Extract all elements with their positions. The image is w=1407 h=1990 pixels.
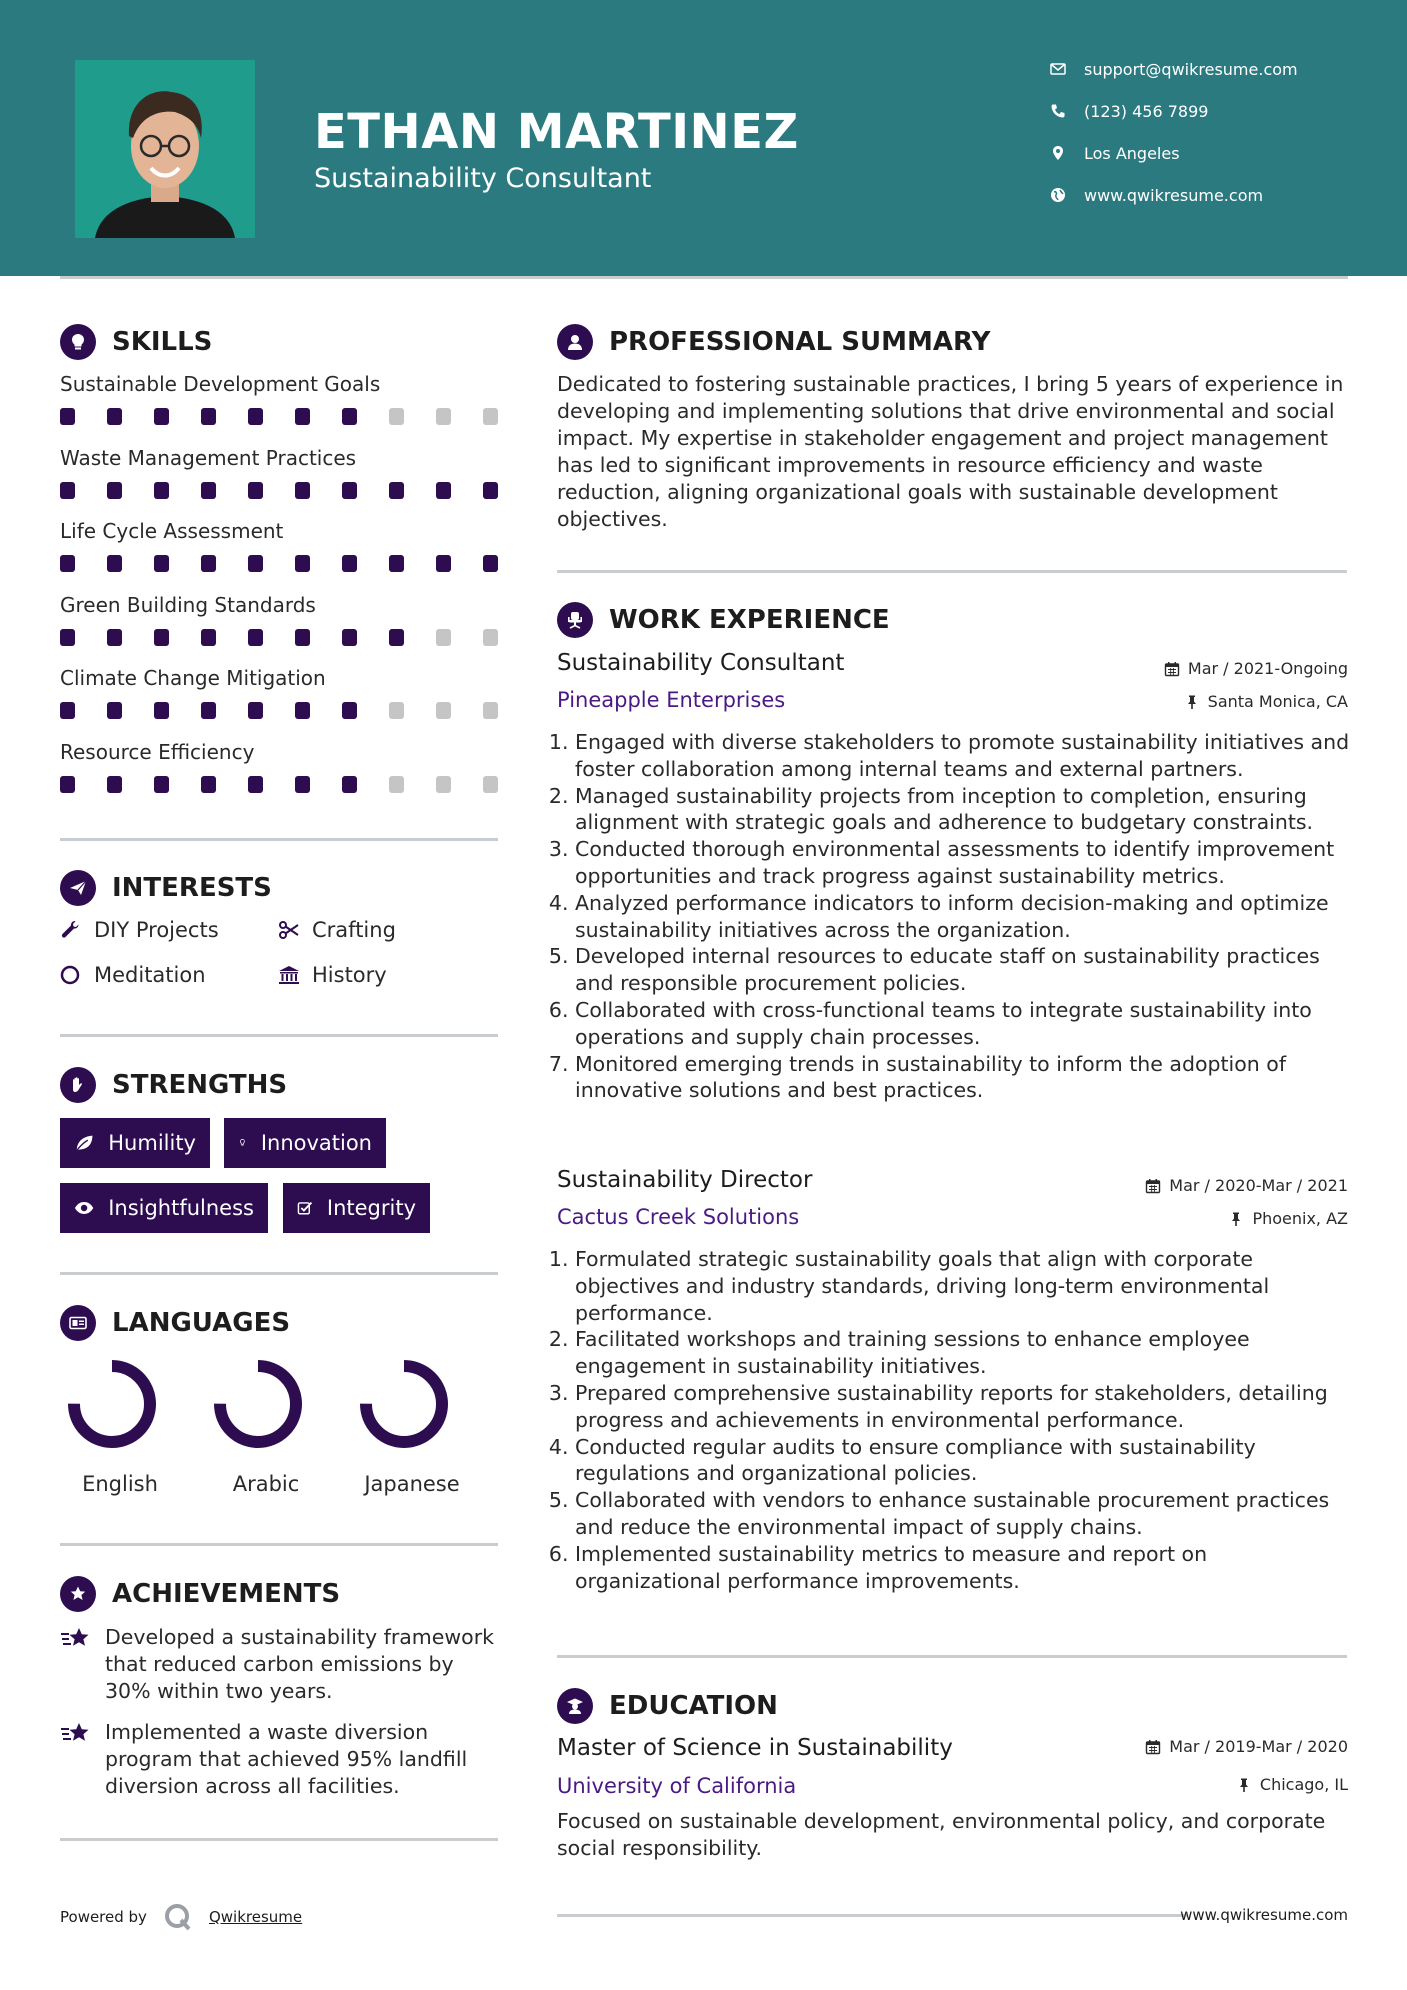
skill-dot-filled — [248, 555, 263, 572]
phone-icon — [1050, 103, 1084, 119]
pushpin-icon — [1228, 1211, 1244, 1227]
wrench-icon — [60, 919, 94, 941]
graduate-icon — [557, 1688, 593, 1724]
language-name: Arabic — [232, 1472, 300, 1496]
paper-plane-icon — [60, 870, 96, 906]
strength-tag: Insightfulness — [60, 1183, 268, 1233]
skill-dot-empty — [436, 702, 451, 719]
calendar-icon — [1164, 661, 1180, 677]
language-level-ring — [64, 1356, 160, 1452]
skill-dot-filled — [389, 555, 404, 572]
contact-website-text: www.qwikresume.com — [1084, 185, 1264, 205]
star-badge-icon — [60, 1576, 96, 1612]
skill-dot-filled — [60, 408, 75, 425]
id-card-icon — [60, 1305, 96, 1341]
job-bullet: 1. Formulated strategic sustainability goals that align with corporate objectives and industry standards, driving long-term environmental performance. — [575, 1246, 1357, 1326]
skill-dot-filled — [483, 482, 498, 499]
skill-dot-filled — [154, 776, 169, 793]
user-icon — [557, 324, 593, 360]
skill-dot-filled — [248, 702, 263, 719]
skill-dot-filled — [342, 702, 357, 719]
job-title: Sustainability Consultant — [557, 650, 845, 676]
education-dates: Mar / 2019-Mar / 2020 — [1145, 1737, 1348, 1756]
skill-rating — [60, 482, 500, 498]
skill-dot-empty — [483, 702, 498, 719]
interests-section-title: INTERESTS — [60, 870, 272, 906]
footer-divider — [557, 1914, 1187, 1917]
lightbulb-outline-icon — [238, 1132, 247, 1154]
skill-dot-filled — [107, 776, 122, 793]
skill-dot-filled — [154, 629, 169, 646]
job-bullet: 6. Collaborated with cross-functional teams to integrate sustainability into operations and supply chain processes. — [575, 997, 1357, 1051]
skill-dot-filled — [389, 629, 404, 646]
job-company: Pineapple Enterprises — [557, 688, 786, 712]
interest-item: DIY Projects — [60, 918, 219, 942]
skill-rating — [60, 408, 500, 424]
language-name: English — [82, 1472, 158, 1496]
strengths-divider — [60, 1272, 498, 1275]
education-section-title: EDUCATION — [557, 1688, 778, 1724]
achievements-section-title: ACHIEVEMENTS — [60, 1576, 340, 1612]
skill-dot-filled — [483, 555, 498, 572]
education-description: Focused on sustainable development, environmental policy, and corporate social responsibility. — [557, 1809, 1326, 1860]
skill-name: Waste Management Practices — [60, 445, 357, 470]
interests-divider — [60, 1034, 498, 1037]
education-location: Chicago, IL — [1236, 1775, 1348, 1794]
education-degree: Master of Science in Sustainability — [557, 1735, 953, 1761]
powered-by: Powered by Qwikresume — [60, 1902, 302, 1932]
skill-dot-filled — [107, 629, 122, 646]
checkbox-icon — [297, 1197, 313, 1219]
calendar-icon — [1145, 1178, 1161, 1194]
skill-dot-empty — [389, 702, 404, 719]
skill-name: Green Building Standards — [60, 592, 316, 617]
skill-dot-filled — [60, 482, 75, 499]
summary-text: Dedicated to fostering sustainable practices, I bring 5 years of experience in developing and implementing solutions that drive environmental and social impact. My expertise in stakeholder engagement and project management has led to significant improvements in resource efficiency and waste reduction, aligning organizational goals with sustainable development objectives. — [557, 372, 1344, 531]
skill-name: Climate Change Mitigation — [60, 666, 326, 690]
skill-dot-filled — [107, 702, 122, 719]
skill-dot-filled — [248, 482, 263, 499]
job-bullet: 4. Conducted regular audits to ensure compliance with sustainability regulations and organizational policies. — [575, 1434, 1357, 1488]
job-bullets — [557, 729, 1357, 1104]
achievements-divider — [60, 1838, 498, 1841]
experience-section-title: WORK EXPERIENCE — [557, 602, 890, 638]
shooting-star-icon — [60, 1719, 105, 1800]
interest-item: Meditation — [60, 963, 206, 987]
achievement-item: Developed a sustainability framework that reduced carbon emissions by 30% within two years. — [60, 1624, 500, 1705]
skill-dot-empty — [389, 776, 404, 793]
languages-divider — [60, 1543, 498, 1546]
job-bullet: 5. Collaborated with vendors to enhance sustainable procurement practices and reduce the environmental impact of supply chains. — [575, 1487, 1357, 1541]
job-dates: Mar / 2021-Ongoing — [1164, 659, 1348, 678]
skill-dot-filled — [342, 408, 357, 425]
job-bullets — [557, 1246, 1357, 1594]
globe-icon — [1050, 187, 1084, 203]
skill-dot-filled — [60, 555, 75, 572]
skill-rating — [60, 702, 500, 718]
job-bullet: 7. Monitored emerging trends in sustainability to inform the adoption of innovative solutions and best practices. — [575, 1051, 1357, 1105]
eye-icon — [74, 1197, 94, 1219]
skill-dot-filled — [295, 408, 310, 425]
job-bullet: 5. Developed internal resources to educate staff on sustainability practices and responsible procurement policies. — [575, 943, 1357, 997]
skill-dot-empty — [436, 776, 451, 793]
job-bullet: 3. Conducted thorough environmental assessments to identify improvement opportunities and track progress against sustainability metrics. — [575, 836, 1357, 890]
languages-section-title: LANGUAGES — [60, 1305, 290, 1341]
skill-dot-filled — [60, 629, 75, 646]
skills-divider — [60, 838, 498, 841]
strength-tag: Integrity — [283, 1183, 430, 1233]
skill-dot-filled — [201, 482, 216, 499]
skill-dot-filled — [107, 482, 122, 499]
pushpin-icon — [1184, 694, 1200, 710]
contact-phone[interactable] — [1050, 96, 1370, 126]
skill-dot-empty — [436, 408, 451, 425]
skill-rating — [60, 555, 500, 571]
skill-dot-filled — [436, 555, 451, 572]
contact-email-text: support@qwikresume.com — [1084, 59, 1298, 79]
scissors-icon — [278, 919, 312, 941]
achievement-item: Implemented a waste diversion program that achieved 95% landfill diversion across all facilities. — [60, 1719, 500, 1800]
skill-dot-filled — [154, 555, 169, 572]
job-bullet: 2. Managed sustainability projects from inception to completion, ensuring alignment with strategic goals and adherence to budgetary constraints. — [575, 783, 1357, 837]
language-level-ring — [210, 1356, 306, 1452]
language-level-ring — [356, 1356, 452, 1452]
header-divider — [60, 276, 1348, 279]
language-level-arc — [366, 1366, 442, 1442]
interest-item: Crafting — [278, 918, 396, 942]
summary-section-title: PROFESSIONAL SUMMARY — [557, 324, 990, 360]
skill-dot-filled — [342, 629, 357, 646]
skill-dot-empty — [436, 629, 451, 646]
skill-dot-filled — [295, 555, 310, 572]
skills-section-title: SKILLS — [60, 324, 212, 360]
skill-dot-filled — [389, 482, 404, 499]
job-bullet: 4. Analyzed performance indicators to inform decision-making and optimize sustainability initiatives across the organization. — [575, 890, 1357, 944]
pushpin-icon — [1236, 1777, 1252, 1793]
job-bullet: 6. Implemented sustainability metrics to measure and report on organizational performance improvements. — [575, 1541, 1357, 1595]
skill-dot-filled — [295, 629, 310, 646]
lightbulb-icon — [60, 324, 96, 360]
language-level-arc — [74, 1366, 150, 1442]
skill-dot-empty — [483, 629, 498, 646]
job-dates: Mar / 2020-Mar / 2021 — [1145, 1176, 1348, 1195]
footer-url[interactable]: www.qwikresume.com — [1180, 1906, 1348, 1924]
skill-name: Sustainable Development Goals — [60, 372, 381, 396]
skill-dot-filled — [201, 629, 216, 646]
language-level-arc — [220, 1366, 296, 1442]
contact-location-text: Los Angeles — [1084, 143, 1180, 163]
interest-item: History — [278, 963, 387, 987]
experience-divider — [557, 1655, 1347, 1658]
strength-tag: Humility — [60, 1118, 210, 1168]
skill-dot-filled — [201, 776, 216, 793]
contact-phone-text: (123) 456 7899 — [1084, 101, 1209, 121]
skill-rating — [60, 776, 500, 792]
skill-dot-filled — [154, 408, 169, 425]
job-location: Santa Monica, CA — [1184, 692, 1348, 711]
calendar-icon — [1145, 1739, 1161, 1755]
skill-dot-filled — [342, 776, 357, 793]
job-bullet: 3. Prepared comprehensive sustainability reports for stakeholders, detailing progress and achievements in environmental performance. — [575, 1380, 1357, 1434]
leaf-icon — [74, 1132, 94, 1154]
skill-dot-filled — [60, 702, 75, 719]
skill-dot-empty — [389, 408, 404, 425]
skill-dot-filled — [248, 776, 263, 793]
skill-dot-filled — [295, 776, 310, 793]
map-pin-icon — [1050, 145, 1084, 161]
summary-divider — [557, 570, 1347, 573]
skill-dot-filled — [342, 555, 357, 572]
office-chair-icon — [557, 602, 593, 638]
hand-icon — [60, 1067, 96, 1103]
skill-dot-filled — [154, 702, 169, 719]
resume-header — [0, 0, 1407, 276]
qwikresume-link[interactable]: Qwikresume — [208, 1908, 303, 1926]
job-company: Cactus Creek Solutions — [557, 1205, 800, 1229]
contact-website[interactable] — [1050, 180, 1370, 210]
skill-dot-filled — [201, 408, 216, 425]
skill-dot-empty — [483, 776, 498, 793]
job-bullet: 2. Facilitated workshops and training sessions to enhance employee engagement in sustainability initiatives. — [575, 1326, 1357, 1380]
skill-dot-filled — [107, 555, 122, 572]
shooting-star-icon — [60, 1624, 105, 1705]
skill-dot-filled — [201, 555, 216, 572]
contact-location — [1050, 138, 1370, 168]
skill-dot-filled — [295, 482, 310, 499]
candidate-role: Sustainability Consultant — [314, 163, 652, 194]
skill-name: Life Cycle Assessment — [60, 519, 284, 543]
skill-dot-filled — [201, 702, 216, 719]
job-location: Phoenix, AZ — [1228, 1209, 1348, 1228]
profile-photo — [75, 60, 255, 238]
skill-dot-filled — [107, 408, 122, 425]
contact-email[interactable] — [1050, 54, 1370, 84]
skill-dot-filled — [60, 776, 75, 793]
envelope-icon — [1050, 61, 1084, 77]
skill-dot-filled — [248, 629, 263, 646]
skill-dot-filled — [436, 482, 451, 499]
education-school: University of California — [557, 1774, 797, 1798]
institution-icon — [278, 964, 312, 986]
language-name: Japanese — [364, 1472, 460, 1496]
job-bullet: 1. Engaged with diverse stakeholders to promote sustainability initiatives and foster collaboration among internal teams and external partners. — [575, 729, 1357, 783]
strengths-section-title: STRENGTHS — [60, 1067, 287, 1103]
qwikresume-logo-icon — [163, 1902, 193, 1932]
skill-name: Resource Efficiency — [60, 739, 255, 764]
circle-icon — [60, 964, 94, 986]
job-title: Sustainability Director — [557, 1167, 813, 1193]
skill-rating — [60, 629, 500, 645]
skill-dot-filled — [154, 482, 169, 499]
candidate-name: ETHAN MARTINEZ — [314, 104, 799, 160]
skill-dot-empty — [483, 408, 498, 425]
skill-dot-filled — [342, 482, 357, 499]
skill-dot-filled — [248, 408, 263, 425]
strength-tag: Innovation — [224, 1118, 386, 1168]
skill-dot-filled — [295, 702, 310, 719]
